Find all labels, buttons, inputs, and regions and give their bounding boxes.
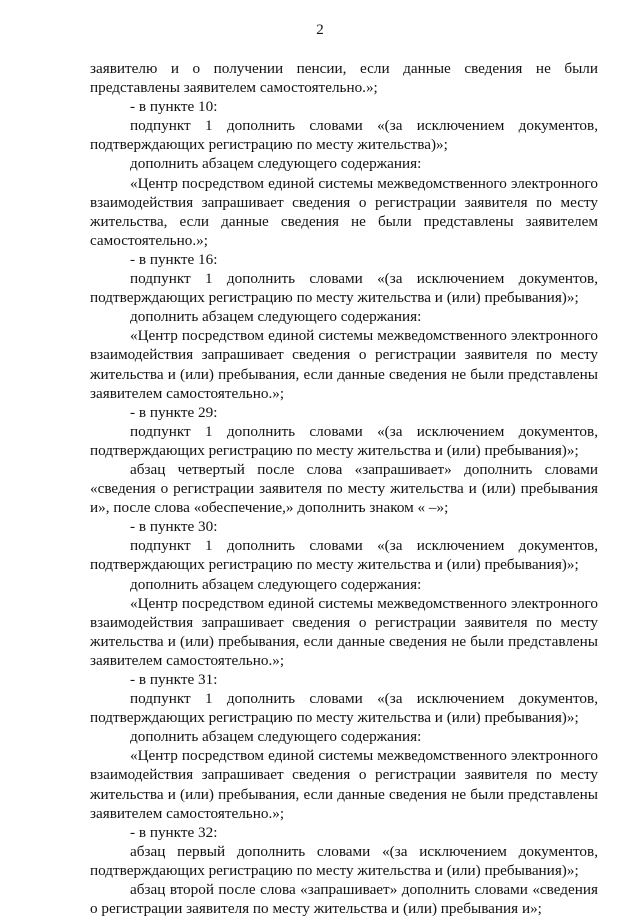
paragraph: - в пункте 30:	[130, 518, 218, 536]
paragraph: - в пункте 10:	[130, 98, 218, 116]
paragraph: подпункт 1 дополнить словами «(за исключением документов, подтверждающих регистрацию по месту жительства и (или) пребывания)»;	[90, 270, 598, 307]
paragraph: дополнить абзацем следующего содержания:	[130, 308, 422, 326]
paragraph: дополнить абзацем следующего содержания:	[130, 728, 422, 746]
paragraph: подпункт 1 дополнить словами «(за исключением документов, подтверждающих регистрацию по месту жительства и (или) пребывания)»;	[90, 690, 598, 727]
paragraph: «Центр посредством единой системы межведомственного электронного взаимодействия запрашивает сведения о регистрации заявителя по месту жительства и (или) пребывания, если данные сведения не были представлены заявителем самостоятельно.»;	[90, 594, 598, 669]
page-number: 2	[316, 22, 324, 38]
paragraph: подпункт 1 дополнить словами «(за исключением документов, подтверждающих регистрацию по месту жительства и (или) пребывания)»;	[90, 422, 598, 459]
paragraph: «Центр посредством единой системы межведомственного электронного взаимодействия запрашивает сведения о регистрации заявителя по месту жительства и (или) пребывания, если данные сведения не были представлены заявителем самостоятельно.»;	[90, 747, 598, 822]
paragraph: абзац четвертый после слова «запрашивает» дополнить словами «сведения о регистрации заявителя по месту жительства и (или) пребывания и», после слова «обеспечение,» дополнить знаком « –»;	[90, 460, 598, 517]
paragraph: - в пункте 16:	[130, 250, 218, 268]
paragraph: дополнить абзацем следующего содержания:	[130, 155, 422, 173]
paragraph: дополнить абзацем следующего содержания:	[130, 575, 422, 593]
paragraph: подпункт 1 дополнить словами «(за исключением документов, подтверждающих регистрацию по месту жительства и (или) пребывания)»;	[90, 537, 598, 574]
paragraph: - в пункте 29:	[130, 403, 218, 421]
document-body	[90, 59, 598, 918]
paragraph: заявителю и о получении пенсии, если данные сведения не были представлены заявителем самостоятельно.»;	[90, 60, 598, 97]
paragraph: подпункт 1 дополнить словами «(за исключением документов, подтверждающих регистрацию по месту жительства)»;	[90, 117, 598, 154]
paragraph: - в пункте 32:	[130, 823, 218, 841]
paragraph: абзац второй после слова «запрашивает» дополнить словами «сведения о регистрации заявителя по месту жительства и (или) пребывания и»;	[90, 881, 598, 918]
paragraph: абзац первый дополнить словами «(за исключением документов, подтверждающих регистрацию по месту жительства и (или) пребывания)»;	[90, 842, 598, 879]
paragraph: «Центр посредством единой системы межведомственного электронного взаимодействия запрашивает сведения о регистрации заявителя по месту жительства, если данные сведения не были представлены заявителем самостоятельно.»;	[90, 174, 598, 249]
paragraph: «Центр посредством единой системы межведомственного электронного взаимодействия запрашивает сведения о регистрации заявителя по месту жительства и (или) пребывания, если данные сведения не были представлены заявителем самостоятельно.»;	[90, 327, 598, 402]
paragraph: - в пункте 31:	[130, 671, 218, 688]
